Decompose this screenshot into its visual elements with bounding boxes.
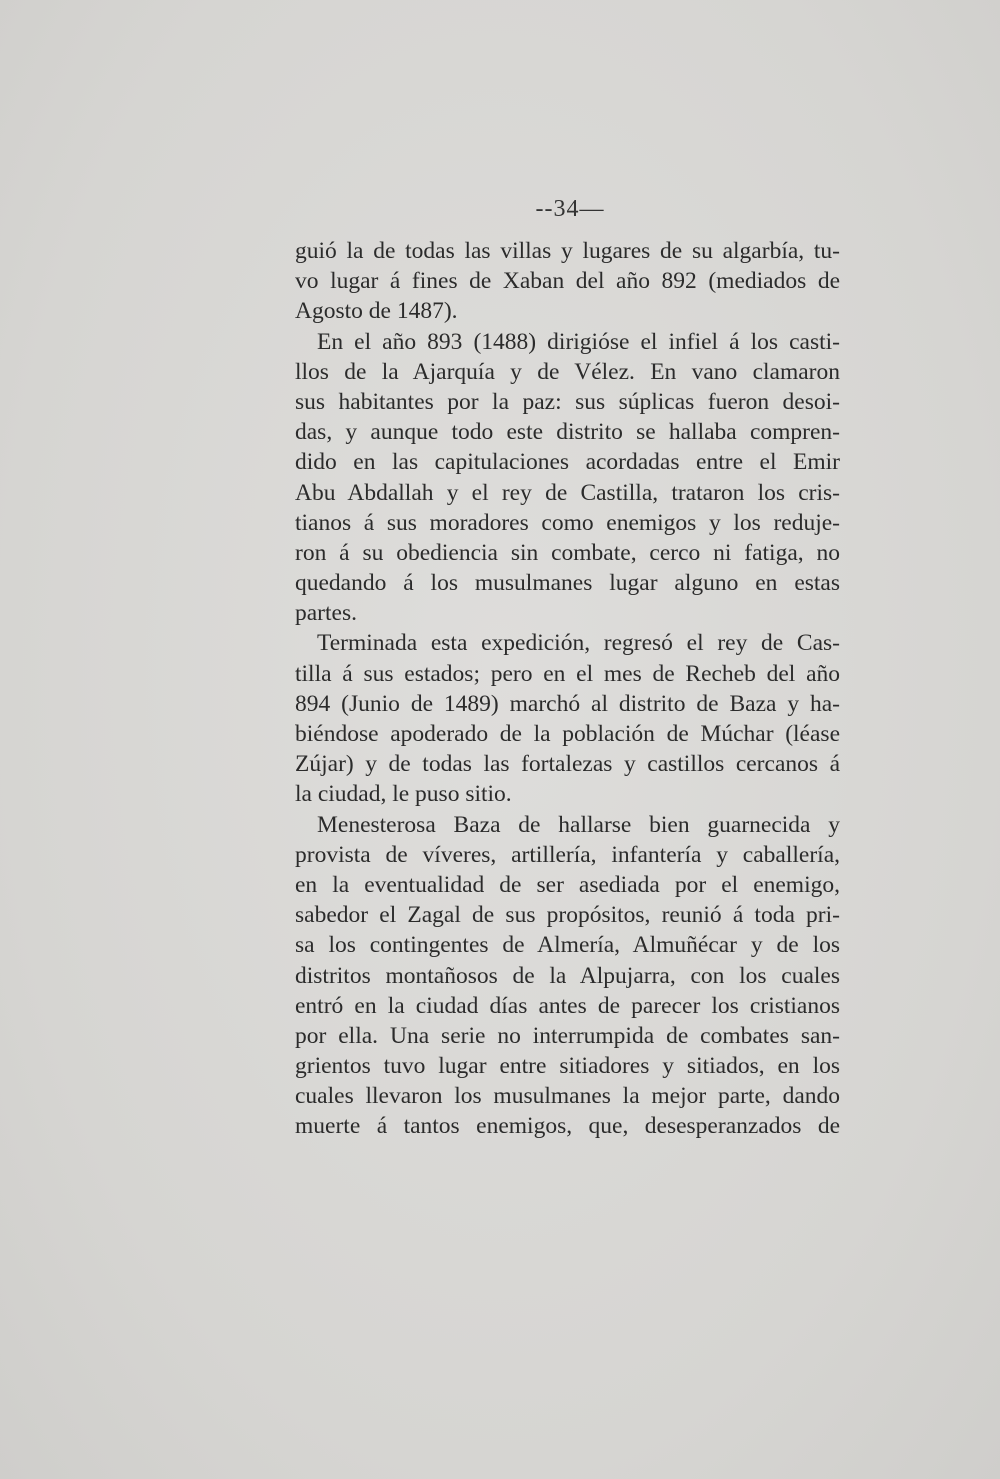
text-line: en la eventualidad de ser asediada por el enemigo,	[295, 871, 840, 898]
text-line: biéndose apoderado de la población de Múchar (léase	[295, 721, 840, 747]
text-line: partes.	[295, 600, 357, 627]
text-line: tianos á sus moradores como enemigos y los reduje-	[295, 509, 840, 536]
page-number: --34—	[535, 196, 605, 222]
text-line: dido en las capitulaciones acordadas entre el Emir	[295, 449, 840, 476]
text-line: cuales llevaron los musulmanes la mejor parte, dando	[295, 1083, 840, 1110]
text-line: por ella. Una serie no interrumpida de combates san-	[295, 1022, 840, 1049]
text-line: la ciudad, le puso sitio.	[295, 781, 512, 808]
text-line: 894 (Junio de 1489) marchó al distrito de Baza y ha-	[295, 690, 840, 717]
text-line: quedando á los musulmanes lugar alguno en estas	[295, 570, 840, 597]
body-text	[295, 236, 840, 1142]
text-line: llos de la Ajarquía y de Vélez. En vano clamaron	[295, 358, 840, 385]
text-line: En el año 893 (1488) dirigióse el infiel á los casti-	[317, 328, 840, 355]
text-line: ron á su obediencia sin combate, cerco ni fatiga, no	[295, 539, 840, 566]
text-line: Abu Abdallah y el rey de Castilla, trataron los cris-	[295, 479, 840, 506]
text-line: Agosto de 1487).	[295, 298, 458, 325]
text-line: entró en la ciudad días antes de parecer los cristianos	[295, 992, 840, 1019]
text-line: guió la de todas las villas y lugares de su algarbía, tu-	[295, 238, 840, 264]
text-line: sabedor el Zagal de sus propósitos, reunió á toda pri-	[295, 902, 840, 929]
text-line: distritos montañosos de la Alpujarra, con los cuales	[295, 962, 840, 989]
text-line: grientos tuvo lugar entre sitiadores y sitiados, en los	[295, 1053, 840, 1080]
text-line: Menesterosa Baza de hallarse bien guarnecida y	[317, 811, 840, 838]
text-line: sa los contingentes de Almería, Almuñécar y de los	[295, 932, 840, 959]
text-line: sus habitantes por la paz: sus súplicas fueron desoi-	[295, 388, 840, 415]
text-line: vo lugar á fines de Xaban del año 892 (mediados de	[295, 268, 840, 295]
text-line: Zújar) y de todas las fortalezas y castillos cercanos á	[295, 751, 840, 778]
text-line: das, y aunque todo este distrito se hallaba compren-	[295, 419, 840, 446]
text-line: provista de víveres, artillería, infantería y caballería,	[295, 841, 840, 868]
text-line: tilla á sus estados; pero en el mes de Recheb del año	[295, 660, 840, 687]
text-line: muerte á tantos enemigos, que, desesperanzados de	[295, 1113, 840, 1140]
text-line: Terminada esta expedición, regresó el rey de Cas-	[317, 630, 840, 657]
